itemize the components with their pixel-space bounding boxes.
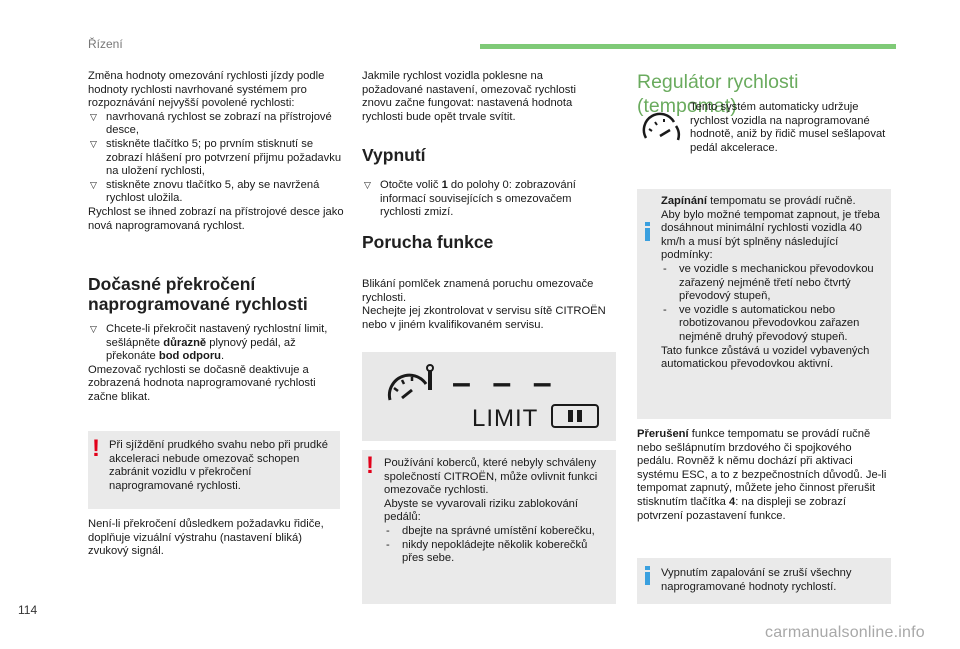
col1-intro: Změna hodnoty omezování rychlosti jízdy podle hodnoty rychlosti navrhované systémem pro rozpoznávání nejvyšší povolené rychlosti: bbox=[88, 70, 325, 110]
page-number: 114 bbox=[18, 603, 38, 617]
info-text-2: Vypnutím zapalování se zruší všechny naprogramované hodnoty rychlostí. bbox=[661, 567, 852, 593]
cruise-control-icon bbox=[640, 110, 684, 146]
off-section bbox=[362, 145, 612, 220]
warning-text-2: Používání koberců, které nebyly schváleny společností CITROËN, může ovlivnit funkci omezovače rychlosti. Abyste se vyvarovali riziku zablokování pedálů: - dbejte na správné umístění koberečku, - nikdy nepokládejte několik koberečků přes sebe. bbox=[384, 457, 612, 566]
info-list-item: - ve vozidle s automatickou nebo robotizovanou převodovkou zařazen nejméně druhý převodový stupeň. bbox=[663, 303, 860, 343]
col1-after: Rychlost se ihned zobrazí na přístrojové desce jako nová naprogramovaná rychlost. bbox=[88, 205, 344, 232]
fault-section bbox=[362, 232, 616, 332]
cruise-intro: Tento systém automaticky udržuje rychlost vozidla na naprogramované hodnotě, aniž by řidič musel sešlapovat pedál akcelerace. bbox=[690, 101, 886, 154]
bullet-marker-icon: ▽ bbox=[90, 138, 97, 149]
speedometer-limit-icon bbox=[384, 364, 444, 414]
bullet-marker-icon: ▽ bbox=[90, 324, 97, 334]
warning-text-1: Při sjíždění prudkého svahu nebo při prudké akceleraci nebude omezovač schopen zabránit vozidlu v překročení naprogramované rychlosti. bbox=[109, 439, 328, 492]
interrupt-text: Přerušení funkce tempomatu se provádí ručně nebo sešlápnutím brzdového či spojkového pedálu. Rovněž k němu dochází při aktivaci systému ESC, a to z bezpečnostních důvodů. Je-li tempomat zapnutý, můžete jeho činnost přerušit stisknutím tlačítka 4: na displeji se zobrazí potvrzení pozastavení funkce. bbox=[637, 428, 887, 522]
limiter-display bbox=[362, 352, 616, 441]
overspeed-heading: Dočasné překročení naprogramované rychlosti bbox=[88, 274, 308, 314]
display-limit-label: LIMIT bbox=[472, 405, 539, 432]
bullet-marker-icon: ▽ bbox=[90, 111, 97, 122]
bullet-marker-icon: ▽ bbox=[364, 180, 371, 190]
col1-bullet: ▽ stiskněte znovu tlačítko 5, aby se navržená rychlost uložila. bbox=[90, 178, 320, 205]
fault-text-2: Nechejte jej zkontrolovat v servisu sítě CITROËN nebo v jiném kvalifikovaném servisu. bbox=[362, 305, 606, 331]
col1-footer: Není-li překročení důsledkem požadavku řidiče, doplňuje vizuální výstrahu (nastavení bliká) zvukový signál. bbox=[88, 518, 324, 558]
warning-list-item: - nikdy nepokládejte několik koberečků přes sebe. bbox=[386, 538, 588, 565]
off-bullet: ▽ Otočte volič 1 do polohy 0: zobrazování informací souvisejících s omezovačem rychlosti zmizí. bbox=[364, 179, 576, 219]
watermark: carmanualsonline.info bbox=[765, 624, 925, 641]
off-heading: Vypnutí bbox=[362, 145, 426, 165]
warning-icon: ! bbox=[366, 452, 374, 479]
display-dashes: – – – bbox=[452, 364, 558, 402]
col1-bullet: ▽ navrhovaná rychlost se zobrazí na přístrojové desce, bbox=[90, 110, 332, 137]
col1-bullet: ▽ stiskněte tlačítko 5; po prvním stisknutí se zobrazí hlášení pro potvrzení přijmu požadavku na uložení rychlosti, bbox=[90, 137, 342, 178]
fault-text: Blikání pomlček znamená poruchu omezovače rychlosti. bbox=[362, 278, 594, 304]
info-icon bbox=[645, 566, 650, 585]
info-text-1: Zapínání tempomatu se provádí ručně. Aby bylo možné tempomat zapnout, je třeba dosáhnout minimální rychlosti vozidla 40 km/h a musí být splněny následující podmínky: - ve vozidle s mechanickou převodovkou zařazený nejméně třetí nebo čtvrtý převodový stupeň, - ve vozidle s automatickou nebo robotizovanou převodovkou zařazen nejméně druhý převodový stupeň. Tato funkce zůstává u vozidel vybavených automatickou převodovkou aktivní. bbox=[661, 195, 889, 372]
overspeed-text bbox=[88, 323, 344, 405]
col2-intro: Jakmile rychlost vozidla poklesne na požadované nastavení, omezovač rychlosti znovu začne fungovat: nastavená hodnota rychlosti bude opět trvale svítit. bbox=[362, 70, 576, 123]
column-1 bbox=[88, 70, 344, 233]
col1-bullet: ▽ Chcete-li překročit nastavený rychlostní limit, sešlápněte důrazně plynový pedál, až překonáte bod odporu. bbox=[90, 323, 328, 363]
warning-list-item: - dbejte na správné umístění koberečku, bbox=[386, 524, 595, 537]
cruise-title: Regulátor rychlosti (tempomat) bbox=[637, 71, 799, 117]
pause-icon bbox=[551, 404, 599, 428]
fault-heading: Porucha funkce bbox=[362, 232, 494, 252]
info-list-item: - ve vozidle s mechanickou převodovkou zařazený nejméně třetí nebo čtvrtý převodový stupeň, bbox=[663, 262, 874, 303]
deactivate-text: Omezovač rychlosti se dočasně deaktivuje a zobrazená hodnota naprogramované rychlosti začne blikat. bbox=[88, 363, 316, 403]
bullet-marker-icon: ▽ bbox=[90, 179, 97, 190]
warning-icon: ! bbox=[92, 435, 100, 462]
header-accent-bar bbox=[480, 44, 896, 49]
section-header: Řízení bbox=[88, 37, 123, 51]
info-icon bbox=[645, 222, 650, 241]
